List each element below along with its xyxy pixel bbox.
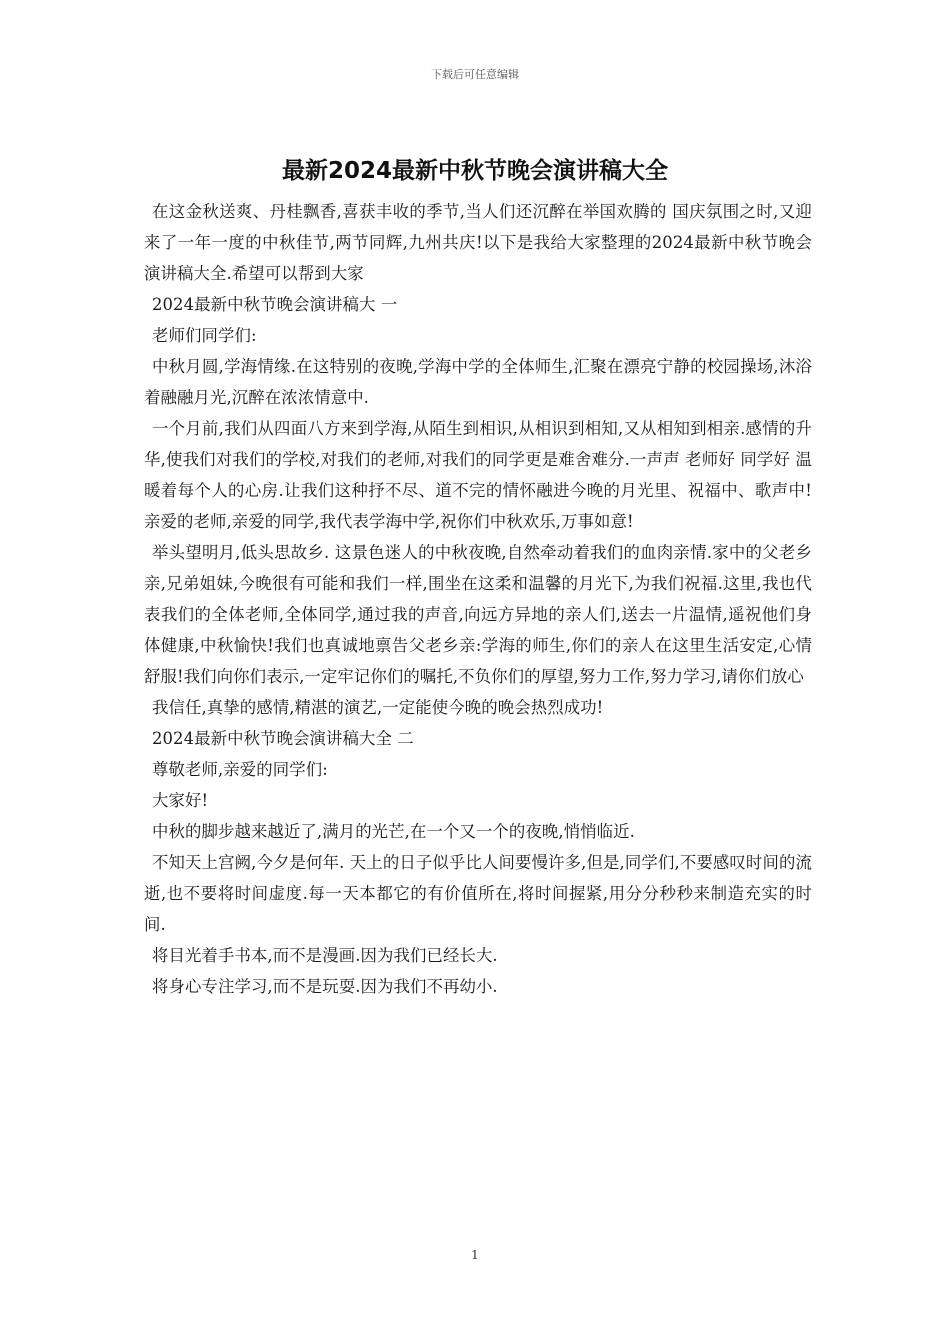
paragraph: 中秋的脚步越来越近了,满月的光芒,在一个又一个的夜晚,悄悄临近. xyxy=(152,822,635,841)
paragraph: 举头望明月,低头思故乡. 这景色迷人的中秋夜晚,自然牵动着我们的血肉亲情.家中的父老乡亲,兄弟姐妹,今晚很有可能和我们一样,围坐在这柔和温馨的月光下,为我们祝福.这里,我也代表我们的全体老师,全体同学,通过我的声音,向远方异地的亲人们,送去一片温情,遥祝他们身体健康,中秋愉快!我们也真诚地禀告父老乡亲:学海的师生,你们的亲人在这里生活安定,心情舒服!我们向你们表示,一定牢记你们的嘱托,不负你们的厚望,努力工作,努力学习,请你们放心 xyxy=(144,543,812,686)
greeting: 大家好! xyxy=(152,791,209,810)
paragraph: 我信任,真挚的感情,精湛的演艺,一定能使今晚的晚会热烈成功! xyxy=(152,698,604,717)
section-heading-one: 2024最新中秋节晚会演讲稿大 一 xyxy=(152,295,398,314)
document-title: 最新2024最新中秋节晚会演讲稿大全 xyxy=(281,158,668,184)
paragraph: 不知天上宫阙,今夕是何年. 天上的日子似乎比人间要慢许多,但是,同学们,不要感叹时间的流逝,也不要将时间虚度.每一天本都它的有价值所在,将时间握紧,用分分秒秒来制造充实的时间. xyxy=(144,853,812,934)
page-number: 1 xyxy=(471,1248,479,1262)
paragraph: 将身心专注学习,而不是玩耍.因为我们不再幼小. xyxy=(152,977,498,996)
paragraph-intro: 在这金秋送爽、丹桂飘香,喜获丰收的季节,当人们还沉醉在举国欢腾的 国庆氛围之时,又迎来了一年一度的中秋佳节,两节同辉,九州共庆!以下是我给大家整理的2024最新中秋节晚会演讲稿大全.希望可以帮到大家 xyxy=(144,202,812,283)
salutation-one: 老师们同学们: xyxy=(152,326,257,345)
document-body xyxy=(144,196,812,1002)
page-header: 下载后可任意编辑 xyxy=(431,68,519,81)
section-heading-two: 2024最新中秋节晚会演讲稿大全 二 xyxy=(152,729,414,748)
salutation-two: 尊敬老师,亲爱的同学们: xyxy=(152,760,328,779)
paragraph: 一个月前,我们从四面八方来到学海,从陌生到相识,从相识到相知,又从相知到相亲.感情的升华,使我们对我们的学校,对我们的老师,对我们的同学更是难舍难分.一声声 老师好 同学好 温暖着每个人的心房.让我们这种抒不尽、道不完的情怀融进今晚的月光里、祝福中、歌声中!亲爱的老师,亲爱的同学,我代表学海中学,祝你们中秋欢乐,万事如意! xyxy=(144,419,812,531)
paragraph: 将目光着手书本,而不是漫画.因为我们已经长大. xyxy=(152,946,498,965)
paragraph: 中秋月圆,学海情缘.在这特别的夜晚,学海中学的全体师生,汇聚在漂亮宁静的校园操场,沐浴着融融月光,沉醉在浓浓情意中. xyxy=(144,357,812,407)
